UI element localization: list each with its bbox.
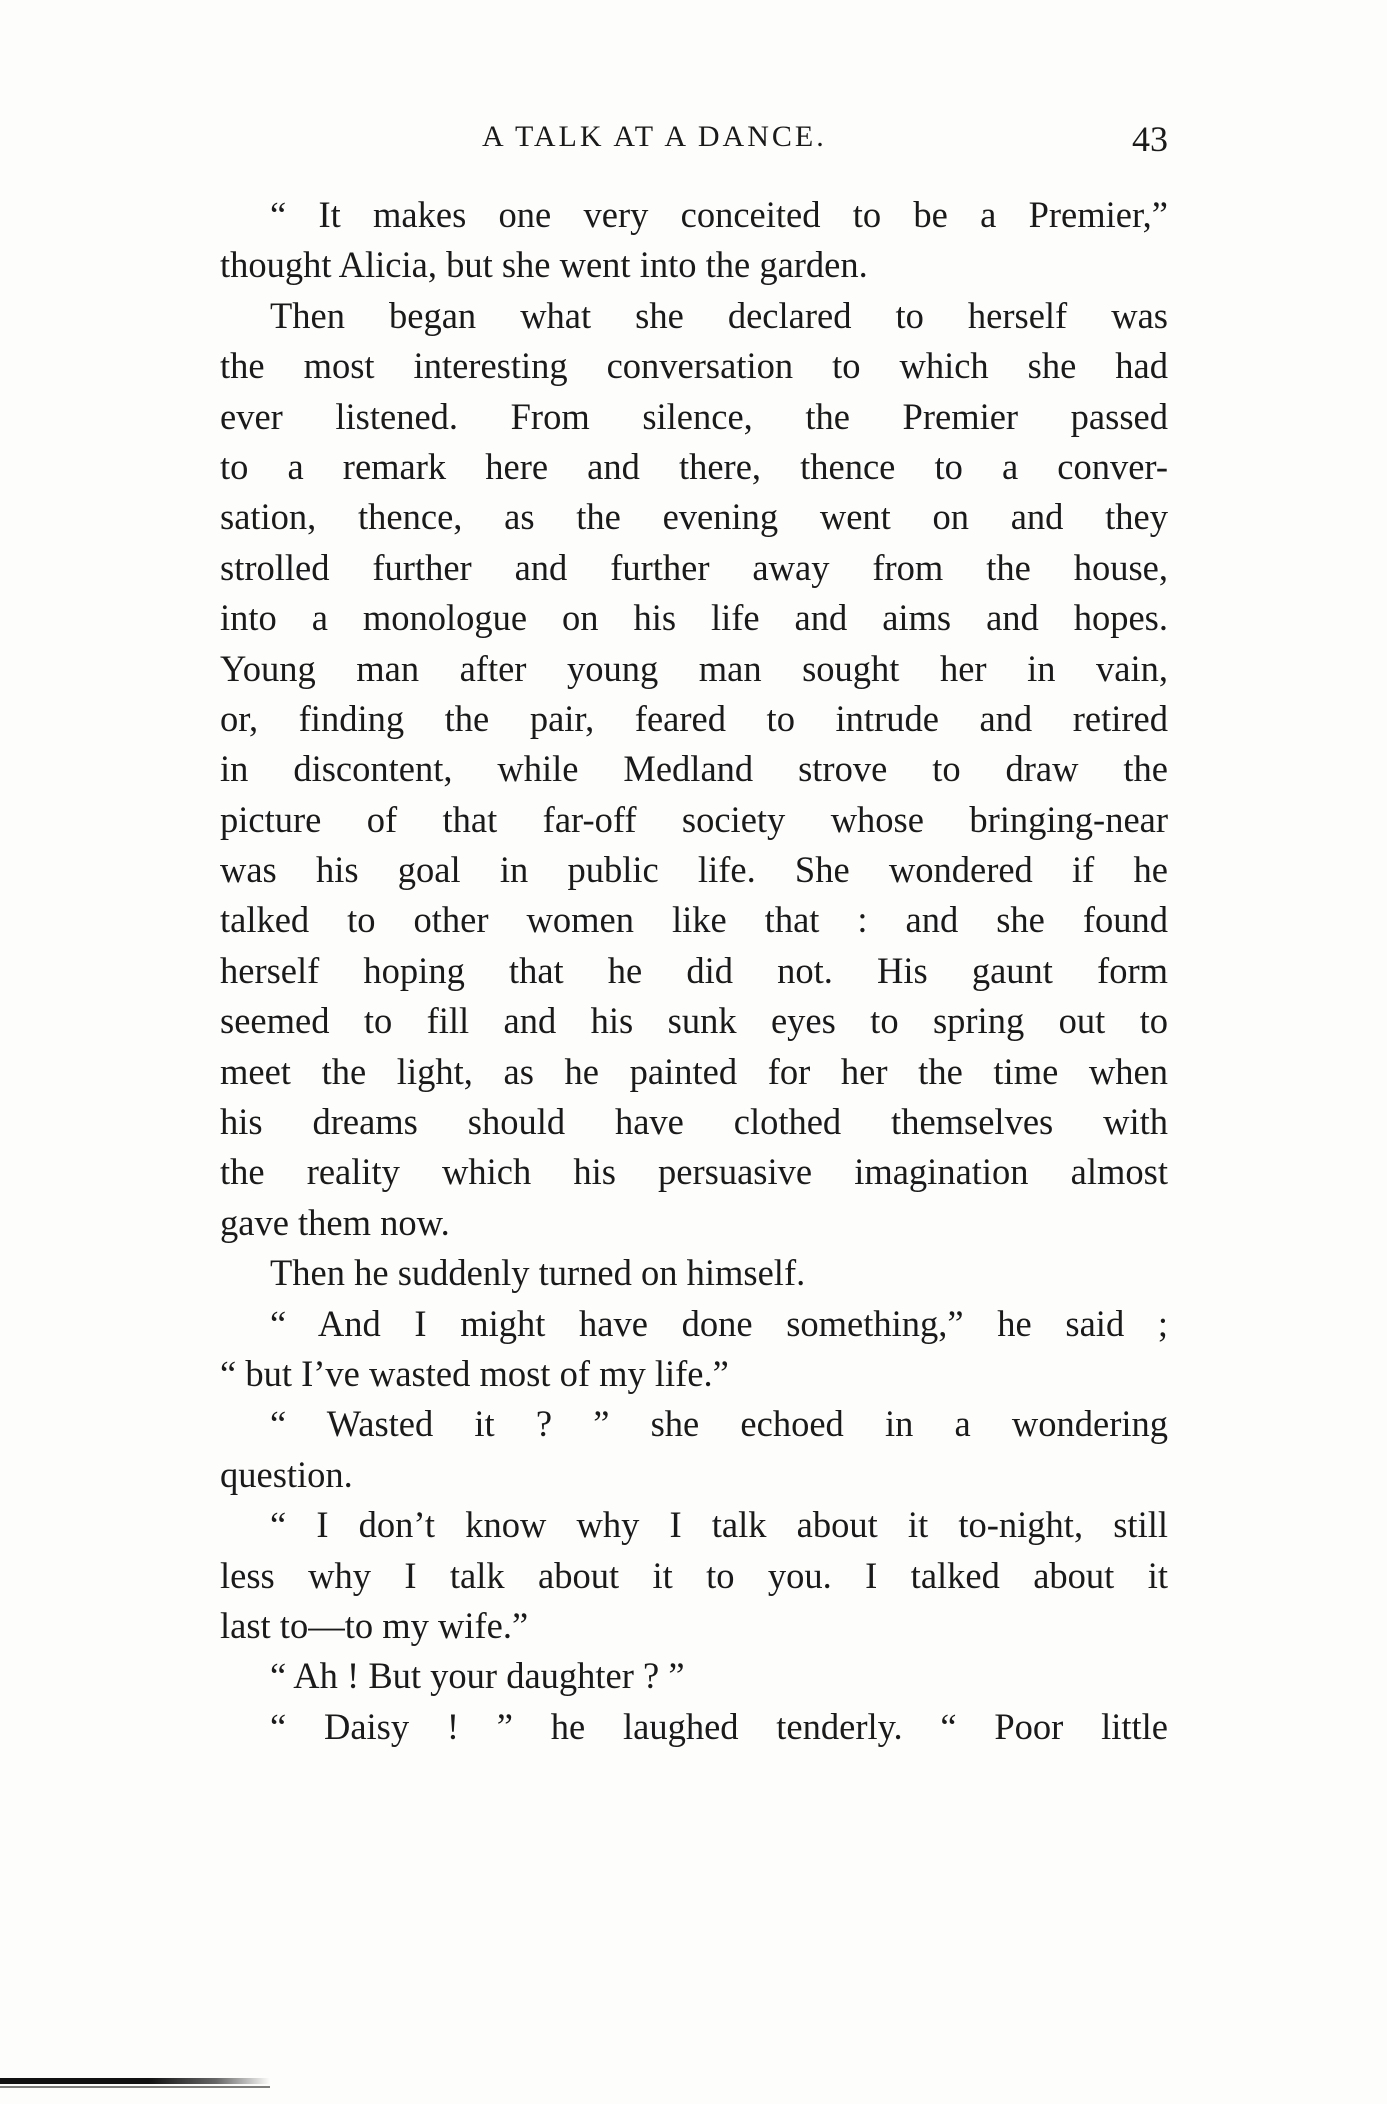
text-line: last to—to my wife.”	[220, 1604, 529, 1646]
text-line: Young man after young man sought her in vain,	[220, 647, 1168, 689]
text-line: to a remark here and there, thence to a conver-	[220, 445, 1168, 487]
text-line: “ Wasted it ? ” she echoed in a wondering	[270, 1403, 1168, 1445]
text-line: “ It makes one very conceited to be a Premier,”	[270, 194, 1168, 235]
text-line: into a monologue on his life and aims and hopes.	[220, 597, 1168, 639]
text-line: talked to other women like that : and she found	[220, 899, 1168, 941]
text-line: meet the light, as he painted for her the time when	[220, 1050, 1168, 1092]
text-line: picture of that far-off society whose bringing-near	[220, 798, 1168, 840]
text-line: herself hoping that he did not. His gaunt form	[220, 949, 1168, 991]
text-line: “ Daisy ! ” he laughed tenderly. “ Poor little	[270, 1705, 1168, 1747]
text-line: “ but I’ve wasted most of my life.”	[220, 1352, 729, 1394]
text-line: or, finding the pair, feared to intrude and retired	[220, 697, 1168, 739]
page-number: 43	[1132, 119, 1168, 159]
text-line: gave them now.	[220, 1201, 450, 1243]
text-line: Then began what she declared to herself was	[270, 294, 1168, 336]
text-line: ever listened. From silence, the Premier passed	[220, 395, 1168, 437]
running-title: A TALK AT A DANCE.	[482, 120, 827, 153]
text-line: strolled further and further away from the house,	[220, 546, 1168, 588]
text-line: in discontent, while Medland strove to draw the	[220, 748, 1168, 790]
text-line: Then he suddenly turned on himself.	[270, 1252, 806, 1294]
running-head	[220, 118, 1168, 170]
text-line: thought Alicia, but she went into the garden.	[220, 244, 868, 286]
text-line: the reality which his persuasive imagination almost	[220, 1151, 1168, 1193]
text-line: “ And I might have done something,” he said ;	[270, 1302, 1168, 1344]
scan-edge-mark	[0, 2078, 270, 2084]
body-text	[220, 190, 1168, 1752]
text-line: “ I don’t know why I talk about it to-night, still	[270, 1504, 1168, 1546]
text-line: sation, thence, as the evening went on and they	[220, 496, 1168, 538]
scan-edge-mark-thin	[0, 2086, 270, 2088]
text-line: seemed to fill and his sunk eyes to spring out to	[220, 1000, 1168, 1042]
text-line: less why I talk about it to you. I talked about it	[220, 1554, 1168, 1596]
text-line: his dreams should have clothed themselves with	[220, 1101, 1168, 1143]
text-line: question.	[220, 1453, 353, 1495]
text-line: “ Ah ! But your daughter ? ”	[270, 1655, 685, 1697]
text-line: was his goal in public life. She wondered if he	[220, 849, 1168, 891]
text-line: the most interesting conversation to which she had	[220, 345, 1168, 387]
